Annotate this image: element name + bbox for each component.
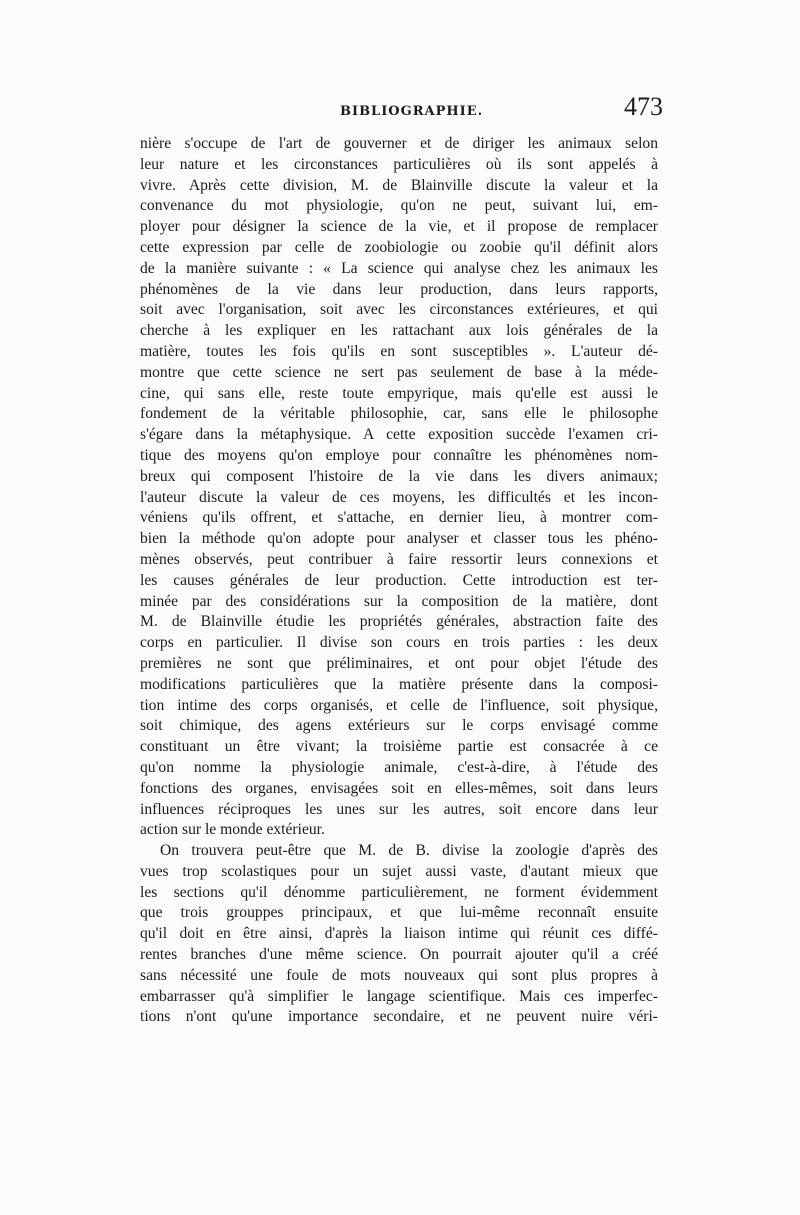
paragraph	[140, 134, 658, 841]
text-line: fonctions des organes, envisagées soit en elles-mêmes, soit dans leurs	[140, 779, 658, 797]
body-text	[140, 134, 658, 1028]
text-line: vues trop scolastiques pour un sujet aussi vaste, d'autant mieux que	[140, 862, 658, 880]
text-line: s'égare dans la métaphysique. A cette exposition succède l'examen cri-	[140, 426, 658, 444]
text-line: On trouvera peut-être que M. de B. divise la zoologie d'après des	[160, 842, 658, 860]
text-line: les sections qu'il dénomme particulièrement, ne forment évidemment	[140, 883, 658, 901]
text-line: M. de Blainville étudie les propriétés générales, abstraction faite des	[140, 613, 658, 631]
text-line: vivre. Après cette division, M. de Blainville discute la valeur et la	[140, 176, 658, 194]
text-line: nière s'occupe de l'art de gouverner et de diriger les animaux selon	[140, 135, 658, 152]
text-line: de la manière suivante : « La science qui analyse chez les animaux les	[140, 259, 658, 277]
text-line: constituant un être vivant; la troisième partie est consacrée à ce	[140, 738, 658, 756]
text-line: premières ne sont que préliminaires, et ont pour objet l'étude des	[140, 654, 658, 672]
text-line: corps en particulier. Il divise son cours en trois parties : les deux	[140, 634, 658, 652]
running-title: BIBLIOGRAPHIE.	[340, 104, 484, 119]
text-line: que trois grouppes principaux, et que lui-même reconnaît ensuite	[140, 904, 658, 922]
text-line: tique des moyens qu'on employe pour connaître les phénomènes nom-	[140, 446, 658, 464]
text-line: convenance du mot physiologie, qu'on ne peut, suivant lui, em-	[140, 197, 658, 215]
text-line: sans nécessité une foule de mots nouveaux qui sont plus propres à	[140, 966, 658, 984]
text-line: bien la méthode qu'on adopte pour analyser et classer tous les phéno-	[140, 530, 658, 548]
text-line: minée par des considérations sur la composition de la matière, dont	[140, 592, 658, 610]
text-line: ployer pour désigner la science de la vie, et il propose de remplacer	[140, 218, 658, 236]
text-line: tion intime des corps organisés, et celle de l'influence, soit physique,	[140, 696, 658, 714]
text-line: qu'on nomme la physiologie animale, c'est-à-dire, à l'étude des	[140, 758, 658, 776]
text-line: mènes observés, peut contribuer à faire ressortir leurs connexions et	[140, 550, 658, 568]
text-line: soit avec l'organisation, soit avec les circonstances extérieures, et qui	[140, 301, 658, 319]
text-line: véniens qu'ils offrent, et s'attache, en dernier lieu, à montrer com-	[140, 509, 658, 527]
text-line: cette expression par celle de zoobiologie ou zoobie qu'il définit alors	[140, 238, 658, 256]
text-line: fondement de la véritable philosophie, car, sans elle le philosophe	[140, 405, 658, 423]
text-line: cherche à les expliquer en les rattachant aux lois générales de la	[140, 322, 658, 340]
page-header	[0, 88, 800, 128]
text-line: embarrasser qu'à simplifier le langage scientifique. Mais ces imperfec-	[140, 987, 658, 1005]
text-line: phénomènes de la vie dans leur production, dans leurs rapports,	[140, 280, 658, 298]
paragraph	[140, 841, 658, 1028]
text-line: montre que cette science ne sert pas seulement de base à la méde-	[140, 363, 658, 381]
text-line: modifications particulières que la matière présente dans la composi-	[140, 675, 658, 693]
text-line: action sur le monde extérieur.	[140, 821, 325, 839]
text-line: matière, toutes les fois qu'ils en sont susceptibles ». L'auteur dé-	[140, 342, 658, 360]
text-line: les causes générales de leur production. Cette introduction est ter-	[140, 571, 658, 589]
text-line: soit chimique, des agens extérieurs sur le corps envisagé comme	[140, 717, 658, 735]
text-line: l'auteur discute la valeur de ces moyens, les difficultés et les incon-	[140, 488, 658, 506]
text-line: influences réciproques les unes sur les autres, soit encore dans leur	[140, 800, 658, 818]
page-number: 473	[624, 92, 663, 121]
text-line: breux qui composent l'histoire de la vie dans les divers animaux;	[140, 467, 658, 485]
text-line: tions n'ont qu'une importance secondaire, et ne peuvent nuire véri-	[140, 1008, 658, 1026]
text-line: leur nature et les circonstances particulières où ils sont appelés à	[140, 155, 658, 173]
text-line: rentes branches d'une même science. On pourrait ajouter qu'il a créé	[140, 946, 658, 964]
text-line: cine, qui sans elle, reste toute empyrique, mais qu'elle est aussi le	[140, 384, 658, 402]
text-line: qu'il doit en être ainsi, d'après la liaison intime qui réunit ces diffé-	[140, 925, 658, 943]
